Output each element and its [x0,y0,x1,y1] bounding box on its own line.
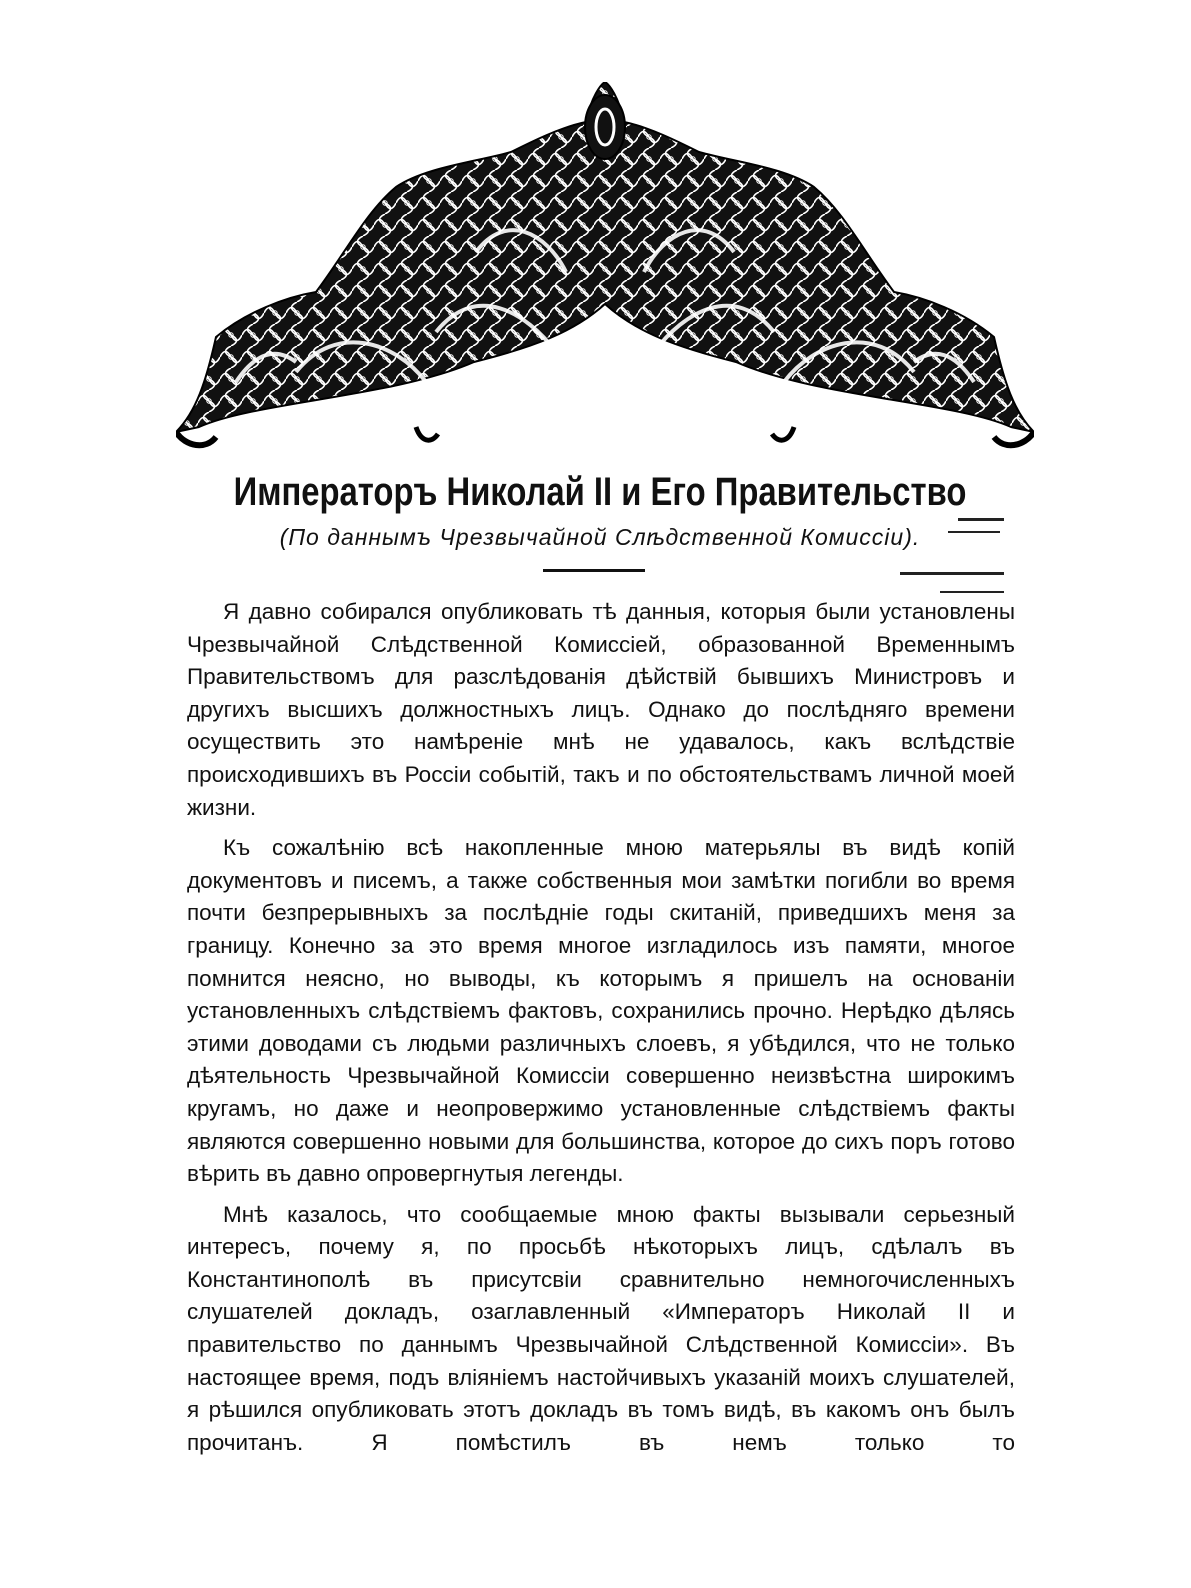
margin-mark [948,531,1000,533]
margin-mark [900,572,1004,575]
title-divider [543,569,645,572]
article-body [187,596,1015,1467]
margin-mark [940,591,1004,593]
article-subtitle: (По даннымъ Чрезвычайной Слѣдственной Комиссіи). [279,524,921,550]
ornamental-headpiece [176,82,1034,454]
paragraph: Мнѣ казалось, что сообщаемые мною факты вызывали серьезный интересъ, почему я, по просьбѣ нѣкоторыхъ лицъ, сдѣлалъ въ Константинополѣ въ присутсвіи сравнительно немногочисленныхъ слушателей докладъ, озаглавленный «Императоръ Николай II и правительство по даннымъ Чрезвычайной Слѣдственной Комиссіи». Въ настоящее время, подъ вліяніемъ настойчивыхъ указаній моихъ слушателей, я рѣшился опубликовать этотъ докладъ въ томъ видѣ, въ какомъ онъ былъ прочитанъ. Я помѣстилъ въ немъ только то [187,1201,1015,1455]
margin-mark [958,518,1004,521]
article-title: Императоръ Николай II и Его Правительство [233,470,967,514]
paragraph: Я давно собирался опубликовать тѣ данныя, которыя были установлены Чрезвычайной Слѣдственной Комиссіей, образованной Временнымъ Правительствомъ для разслѣдованія дѣйствій бывшихъ Министровъ и другихъ высшихъ должностныхъ лицъ. Однако до послѣдняго времени осуществить это намѣреніе мнѣ не удавалось, какъ вслѣдствіе происходившихъ въ Россіи событій, такъ и по обстоятельствамъ личной моей жизни. [187,599,1015,820]
paragraph: Къ сожалѣнію всѣ накопленные мною матерьялы въ видѣ копій документовъ и писемъ, а также собственныя мои замѣтки погибли во время почти безпрерывныхъ за послѣдніе годы скитаній, приведшихъ меня за границу. Конечно за это время многое изгладилось изъ памяти, многое помнится неясно, но выводы, къ которымъ я пришелъ на основаніи установленныхъ слѣдствіемъ фактовъ, сохранились прочно. Нерѣдко дѣлясь этими доводами съ людьми различныхъ слоевъ, я убѣдился, что не только дѣятельность Чрезвычайной Комиссіи совершенно неизвѣстна широкимъ кругамъ, но даже и неопровержимо установленные слѣдствіемъ факты являются совершенно новыми для большинства, которое до сихъ поръ готово вѣрить въ давно опровергнутыя легенды. [187,835,1015,1187]
